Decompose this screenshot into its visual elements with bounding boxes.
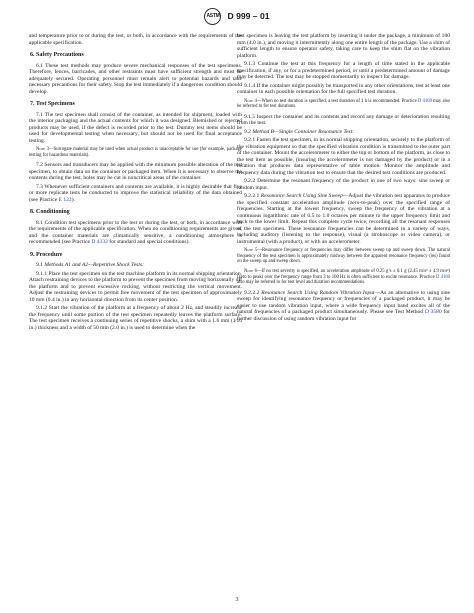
link-d4169-note6[interactable]: D 4169 xyxy=(435,274,451,280)
note-4: Note 4—When no test duration is specified, a test duration of 1 h is recommended. Practice D 4169 may also be referred to for test durations. xyxy=(237,98,451,110)
note-4-label: Note 4 xyxy=(244,98,257,104)
paragraph-9-1-4: 9.1.4 If the container might possibly be transported in any other orientations, test at least one container in each possible orientation for the full specified test duration. xyxy=(237,82,450,95)
section-heading-procedure: 9. Procedure xyxy=(30,251,63,258)
page-header xyxy=(0,6,474,26)
note-3-label: Note 3 xyxy=(36,147,49,152)
link-d3580[interactable]: D 3580 xyxy=(424,309,442,316)
paragraph-9-1: 9.1 Methods A1 and A2—Repetitive Shock Tests: xyxy=(36,262,144,269)
page-number: 3 xyxy=(235,597,239,603)
note-6-label: Note 6 xyxy=(244,268,258,274)
note-5: Note 5—Resonance frequency or frequencies may differ between sweep up and sweep down. The natural frequency of the test specimen is approximately midway between the apparent resonance frequency (ies) found on the sweep up and sweep down. xyxy=(237,248,450,265)
paragraph-continuation: and temperature prior to or during the test, or both, in accordance with the requirements of the applicable specification. xyxy=(29,33,242,46)
paragraph-6-1: 6.1 These test methods may produce severe mechanical responses of the test specimens. Therefore, fences, barricades, and other restraints must have sufficient strength and must be adequately secured. Operating personnel must remain alert to potential hazards and take necessary precautions for their safety. Stop the test immediately if a dangerous condition should develop. xyxy=(29,62,242,95)
paragraph-7-3: 7.3 Whenever sufficient containers and contents are available, it is highly desirable that five or more replicate tests be conducted to improve the statistical reliability of the data obtained (see Practice E 122). xyxy=(29,183,242,203)
paragraph-9-2: 9.2 Method B—Single Container Resonance Test: xyxy=(244,128,355,135)
note-5-label: Note 5 xyxy=(244,248,258,254)
paragraph-9-1-1: 9.1.1 Place the test specimen on the test machine platform in its normal shipping orientation. Attach restraining devices to the platform to prevent the specimen from moving horizontally off the platform and to prevent excessive rocking, without restricting the vertical movement. Adjust the restraining devices to permit free movement of the test specimen of approximately 10 mm (0.4 in.) in any horizontal direction from its center position. xyxy=(29,270,242,303)
paragraph-8-1: 8.1 Condition test specimens prior to the test or during the test, or both, in accordance with the requirements of the applicable specification. When no conditioning requirements are given, and the container materials are climatically sensitive, a conditioning atmosphere is recommended (see Practice D 4332 for standard and special conditions). xyxy=(29,219,242,246)
paragraph-9-2-2-1: 9.2.2.1 Resonance Search Using Sine Sweep—Adjust the vibration test apparatus to produce the specified constant acceleration amplitude (zero-to-peak) over the specified range of frequencies. Starting at the lowest frequency, sweep the frequency of the vibration at a continuous logarithmic rate of 0.5 to 1.0 octaves per minute to the upper frequency limit and back to the lower limit. Repeat this complete cycle twice, recording all the resonant responses of the test specimen. These resonance frequencies can be determined in a variety of ways, including auditory (listening to the response), visual (a stroboscope or video camera), or instrumental (with a product), or with an accelerometer. xyxy=(237,193,450,245)
standard-designation: D 999 – 01 xyxy=(227,11,270,21)
paragraph-7-1: 7.1 The test specimen shall consist of the container, as intended for shipment, loaded with the interior packaging and the actual contents for which it was designed. Blemished or rejected products may be used, if the defect is recorded prior to the test. Dummy test items should be used for developmental testing when necessary, but should not be used for final acceptance testing. xyxy=(29,111,242,144)
astm-logo: ASTM xyxy=(204,8,221,25)
paragraph-7-2: 7.2 Sensors and transducers may be applied with the minimum possible alteration of the test specimen, to obtain data on the container or packaged item. When it is necessary to observe the contents during the test, holes may be cut in noncritical areas of the container. xyxy=(29,162,242,182)
paragraph-9-1-5: 9.1.5 Inspect the container and its contents and record any damage or deterioration resulting from the test. xyxy=(237,113,450,127)
note-3: Note 3—Surrogate material may be used when actual product is unacceptable for use (for example, package testing for hazardous materials). xyxy=(29,147,243,158)
link-e122[interactable]: E 122 xyxy=(58,196,72,203)
right-column xyxy=(237,33,450,324)
paragraph-9-2-2-2: 9.2.2.2 Resonance Search Using Random Vibration Input—As an alternative to using sine sweep for identifying resonance frequency or frequencies of a packaged product, it may be easier to use random vibration input, where a wide frequency input band excites all of the natural frequencies of a packaged product simultaneously. Please see Test Method D 3580 for further discussion of using random vibration input for xyxy=(237,289,450,322)
paragraph-continuation-right: test specimen is leaving the test platform by inserting it under the package, a minimum of 100 mm (4.0 in.), and moving it intermittently along one entire length of the package. Use a shim of sufficient length to ensure operator safety, taking care to keep the shim flat on the vibration platform. xyxy=(237,33,450,59)
paragraph-9-1-2: 9.1.2 Start the vibration of the platform at a frequency of about 2 Hz, and steadily increase the frequency until some portion of the test specimen repeatedly leaves the platform surface. The test specimen receives a continuing series of repetitive shocks, a shim with a 1.6 mm (1⁄16 in.) thickness and a width of 50 mm (2.0 in.) is used to determine when the xyxy=(29,305,242,331)
section-heading-test-specimens: 7. Test Specimens xyxy=(30,101,75,107)
paragraph-9-1-3: 9.1.3 Continue the test at this frequency for a length of time stated in the applicable specification, if any, or for a predetermined period, or until a predetermined amount of damage may be detected. The test may be stopped momentarily to inspect for damage. xyxy=(237,61,450,80)
section-heading-safety: 6. Safety Precautions xyxy=(30,52,84,58)
paragraph-9-2-2: 9.2.2 Determine the resonant frequency of the product in one of two ways: sine sweep or random input. xyxy=(237,178,450,191)
note-6: Note 6—If no test severity is specified, an acceleration amplitude of 0.25 g’s ± 0.1 g (2.45 m/s² ± 4.9 m/s²) (zero to peak) over the frequency range from 3 to 100 Hz is often sufficient to excite resonance. Practice D 4169 also may be referred to for test level and duration recommendations. xyxy=(237,268,451,286)
section-heading-conditioning: 8. Conditioning xyxy=(30,209,70,216)
paragraph-9-2-1: 9.2.1 Fasten the test specimen, in its normal shipping orientation, securely to the platform of the vibration equipment so that the specified vibration condition is transmitted to the outer part of the container. Mount the accelerometer to either the top or bottom of the platform, as close to the test item as possible, (insuring the accelerometer is not damaged by the product) or in a location that produces data representative of table motion. Monitor the amplitude and frequency data during the vibration test to ensure that the desired test conditions are produced. xyxy=(237,137,450,176)
link-d4332[interactable]: D 4332 xyxy=(91,239,108,246)
link-d4169[interactable]: D 4169 xyxy=(417,98,432,104)
left-column xyxy=(29,33,242,333)
